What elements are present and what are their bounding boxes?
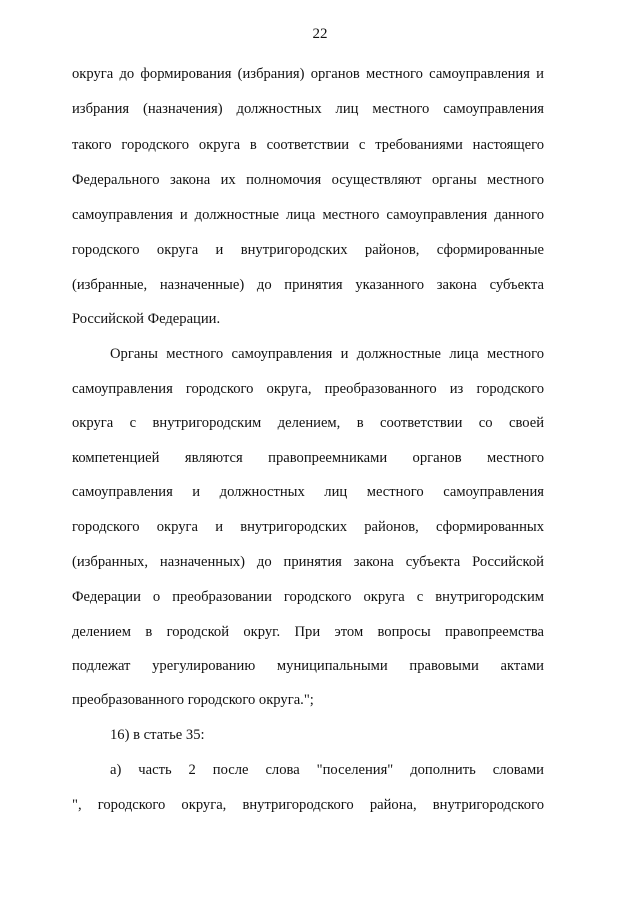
paragraph-1-line-4: Федерального закона их полномочия осуществляют органы местного bbox=[72, 172, 544, 188]
paragraph-1-line-5: самоуправления и должностные лица местного самоуправления данного bbox=[72, 207, 544, 223]
page-number: 22 bbox=[312, 26, 328, 42]
paragraph-1-line-6: городского округа и внутригородских районов, сформированные bbox=[72, 242, 544, 258]
paragraph-2-line-8: Федерации о преобразовании городского округа с внутригородским bbox=[72, 589, 544, 605]
paragraph-3-line-1: 16) в статье 35: bbox=[110, 727, 205, 743]
paragraph-1-line-2: избрания (назначения) должностных лиц местного самоуправления bbox=[72, 101, 544, 117]
paragraph-1-line-1: округа до формирования (избрания) органов местного самоуправления и bbox=[72, 66, 544, 82]
paragraph-1-line-3: такого городского округа в соответствии с требованиями настоящего bbox=[72, 137, 544, 153]
paragraph-2-line-6: городского округа и внутригородских районов, сформированных bbox=[72, 519, 544, 535]
paragraph-2-line-3: округа с внутригородским делением, в соответствии со своей bbox=[72, 415, 544, 431]
paragraph-2-line-5: самоуправления и должностных лиц местного самоуправления bbox=[72, 484, 544, 500]
paragraph-2-line-9: делением в городской округ. При этом вопросы правопреемства bbox=[72, 624, 544, 640]
paragraph-2-line-10: подлежат урегулированию муниципальными правовыми актами bbox=[72, 658, 544, 674]
paragraph-2-line-4: компетенцией являются правопреемниками органов местного bbox=[72, 450, 544, 466]
paragraph-2-line-11: преобразованного городского округа."; bbox=[72, 692, 314, 708]
paragraph-4-line-2: ", городского округа, внутригородского района, внутригородского bbox=[72, 797, 544, 813]
paragraph-2-line-1: Органы местного самоуправления и должностные лица местного bbox=[110, 346, 544, 362]
paragraph-1-line-7: (избранные, назначенные) до принятия указанного закона субъекта bbox=[72, 277, 544, 293]
paragraph-2-line-2: самоуправления городского округа, преобразованного из городского bbox=[72, 381, 544, 397]
paragraph-4-line-1: а) часть 2 после слова "поселения" дополнить словами bbox=[110, 762, 544, 778]
paragraph-1-line-8: Российской Федерации. bbox=[72, 311, 221, 327]
paragraph-2-line-7: (избранных, назначенных) до принятия закона субъекта Российской bbox=[72, 554, 544, 570]
